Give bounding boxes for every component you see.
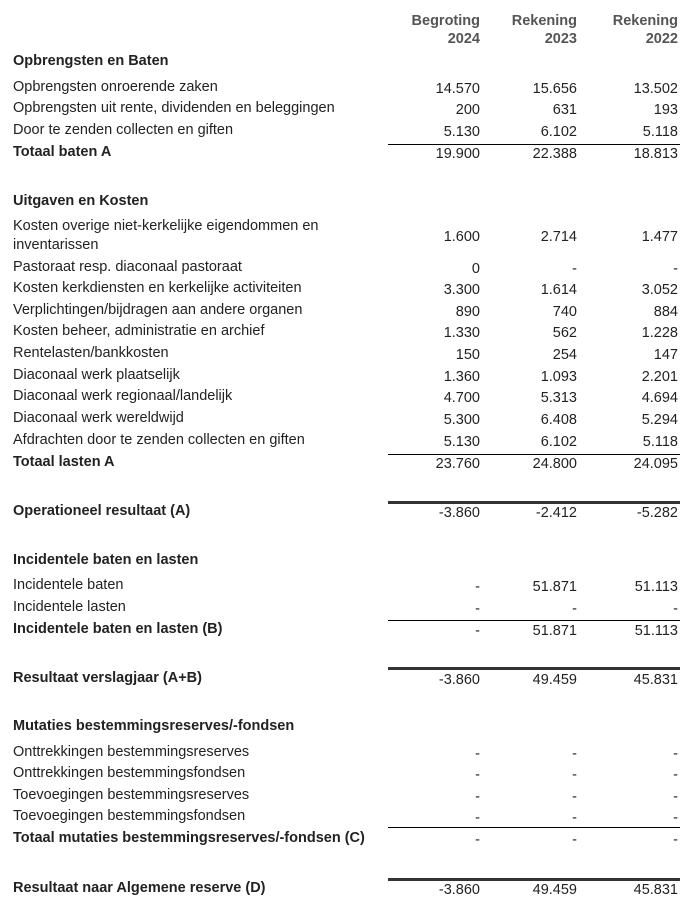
row-label: Mutaties bestemmingsreserves/-fondsen (13, 718, 295, 734)
table-row (0, 322, 686, 342)
value-2023: 562 (552, 325, 577, 341)
value-2023: 51.871 (532, 623, 577, 639)
table-row (0, 786, 686, 806)
column-header-line1: Begroting (411, 13, 480, 29)
result-row-algemene-reserve (0, 879, 686, 899)
value-2022: - (673, 746, 678, 762)
value-2024: 200 (455, 102, 480, 118)
value-2024: 1.330 (443, 325, 480, 341)
value-2022: 5.118 (642, 124, 678, 140)
total-row-baten-a (0, 143, 686, 163)
row-label: Totaal mutaties bestemmingsreserves/-fondsen (C) (13, 830, 365, 846)
row-label: Verplichtingen/bijdragen aan andere organen (13, 302, 303, 318)
value-2024: 19.900 (435, 146, 480, 162)
row-label: Diaconaal werk plaatselijk (13, 367, 180, 383)
table-row (0, 576, 686, 596)
row-label: Incidentele baten en lasten (B) (13, 621, 223, 637)
value-2022: 1.228 (641, 325, 678, 341)
value-2022: - (673, 832, 678, 848)
value-2022: - (673, 789, 678, 805)
row-label: Kosten overige niet-kerkelijke eigendommen en inventarissen (13, 218, 319, 253)
value-2023: 6.102 (540, 124, 577, 140)
table-row (0, 121, 686, 141)
value-2022: 2.201 (641, 369, 678, 385)
value-2024: - (475, 623, 480, 639)
section-heading-opbrengsten (0, 52, 686, 72)
subtotal-rule (388, 144, 680, 145)
table-row (0, 764, 686, 784)
row-label: Operationeel resultaat (A) (13, 503, 191, 519)
table-row (0, 598, 686, 618)
row-label: Onttrekkingen bestemmingsfondsen (13, 765, 246, 781)
value-2023: - (572, 832, 577, 848)
table-row (0, 344, 686, 364)
total-row-incidenteel-b (0, 620, 686, 640)
total-row-lasten-a (0, 453, 686, 473)
value-2023: 740 (552, 304, 577, 320)
value-2022: - (673, 601, 678, 617)
value-2023: 6.102 (540, 434, 577, 450)
value-2023: - (572, 767, 577, 783)
result-rule (388, 501, 680, 504)
column-header-rekening-2023 (477, 12, 577, 48)
column-header-line2: 2022 (645, 31, 678, 47)
value-2023: - (572, 810, 577, 826)
value-2024: - (475, 832, 480, 848)
row-label: Afdrachten door te zenden collecten en giften (13, 432, 305, 448)
value-2022: 51.113 (634, 623, 678, 639)
value-2024: - (475, 601, 480, 617)
table-row (0, 258, 686, 278)
table-row (0, 301, 686, 321)
value-2022: 51.113 (634, 579, 678, 595)
value-2022: - (673, 261, 678, 277)
value-2023: 49.459 (532, 672, 577, 688)
value-2022: 45.831 (633, 882, 678, 898)
value-2022: 1.477 (641, 229, 678, 245)
row-label: Resultaat naar Algemene reserve (D) (13, 880, 266, 896)
row-label: Kosten beheer, administratie en archief (13, 323, 265, 339)
value-2023: 5.313 (540, 390, 577, 406)
value-2023: 631 (552, 102, 577, 118)
column-header-line1: Rekening (511, 13, 577, 29)
value-2022: 24.095 (633, 456, 678, 472)
table-row (0, 99, 686, 119)
value-2023: 49.459 (532, 882, 577, 898)
column-header-rekening-2022 (578, 12, 678, 48)
table-row (0, 409, 686, 429)
result-rule (388, 878, 680, 881)
value-2022: 147 (653, 347, 678, 363)
section-heading-mutaties (0, 717, 686, 737)
value-2024: - (475, 579, 480, 595)
value-2024: -3.860 (438, 882, 480, 898)
value-2022: - (673, 810, 678, 826)
column-header-line2: 2023 (544, 31, 577, 47)
value-2024: 5.130 (443, 434, 480, 450)
row-label: Resultaat verslagjaar (A+B) (13, 670, 202, 686)
value-2022: 884 (653, 304, 678, 320)
row-label: Diaconaal werk wereldwijd (13, 410, 184, 426)
table-row (0, 431, 686, 451)
value-2024: - (475, 767, 480, 783)
value-2023: 6.408 (540, 412, 577, 428)
row-label: Incidentele baten (13, 577, 124, 593)
value-2024: 23.760 (435, 456, 480, 472)
row-label: Toevoegingen bestemmingsfondsen (13, 808, 246, 824)
row-label: Incidentele baten en lasten (13, 552, 199, 568)
value-2023: - (572, 789, 577, 805)
value-2023: 2.714 (540, 229, 577, 245)
value-2023: 1.614 (540, 282, 577, 298)
value-2024: - (475, 810, 480, 826)
value-2022: 193 (653, 102, 678, 118)
section-heading-incidenteel (0, 551, 686, 571)
section-heading-uitgaven (0, 192, 686, 212)
column-header-begroting-2024 (380, 12, 480, 48)
value-2024: -3.860 (438, 505, 480, 521)
table-row (0, 217, 686, 257)
table-row (0, 78, 686, 98)
row-label: Kosten kerkdiensten en kerkelijke activiteiten (13, 280, 302, 296)
value-2024: - (475, 789, 480, 805)
value-2022: -5.282 (636, 505, 678, 521)
row-label: Incidentele lasten (13, 599, 126, 615)
row-label: Toevoegingen bestemmingsreserves (13, 787, 250, 803)
table-row (0, 366, 686, 386)
row-label: Onttrekkingen bestemmingsreserves (13, 744, 250, 760)
value-2023: 15.656 (532, 81, 577, 97)
value-2022: 5.294 (641, 412, 678, 428)
table-row (0, 743, 686, 763)
total-row-mutaties-c (0, 829, 686, 849)
row-label: Rentelasten/bankkosten (13, 345, 169, 361)
value-2023: - (572, 601, 577, 617)
result-rule (388, 667, 680, 670)
value-2023: 1.093 (540, 369, 577, 385)
value-2023: - (572, 746, 577, 762)
value-2023: - (572, 261, 577, 277)
value-2022: 18.813 (633, 146, 678, 162)
result-row-operationeel (0, 502, 686, 522)
row-label: Opbrengsten uit rente, dividenden en beleggingen (13, 100, 335, 116)
row-label: Totaal lasten A (13, 454, 115, 470)
value-2022: 4.694 (641, 390, 678, 406)
subtotal-rule (388, 454, 680, 455)
value-2023: 254 (552, 347, 577, 363)
row-label: Uitgaven en Kosten (13, 193, 149, 209)
value-2024: 150 (455, 347, 480, 363)
row-label: Diaconaal werk regionaal/landelijk (13, 388, 233, 404)
result-row-verslagjaar (0, 669, 686, 689)
value-2024: 0 (471, 261, 480, 277)
value-2024: 5.130 (443, 124, 480, 140)
value-2024: 5.300 (443, 412, 480, 428)
value-2022: 3.052 (641, 282, 678, 298)
subtotal-rule (388, 620, 680, 621)
value-2022: 13.502 (633, 81, 678, 97)
row-label: Opbrengsten en Baten (13, 53, 169, 69)
subtotal-rule (388, 827, 680, 828)
column-header-line2: 2024 (447, 31, 480, 47)
value-2023: 24.800 (532, 456, 577, 472)
table-row (0, 807, 686, 827)
row-label: Totaal baten A (13, 144, 112, 160)
row-label: Pastoraat resp. diaconaal pastoraat (13, 259, 242, 275)
value-2024: 4.700 (443, 390, 480, 406)
value-2022: 45.831 (633, 672, 678, 688)
value-2024: -3.860 (438, 672, 480, 688)
row-label: Opbrengsten onroerende zaken (13, 79, 218, 95)
value-2023: 51.871 (532, 579, 577, 595)
value-2022: 5.118 (642, 434, 678, 450)
row-label: Door te zenden collecten en giften (13, 122, 234, 138)
value-2024: 1.600 (443, 229, 480, 245)
value-2024: 1.360 (443, 369, 480, 385)
value-2023: -2.412 (535, 505, 577, 521)
value-2024: 890 (455, 304, 480, 320)
value-2024: 3.300 (443, 282, 480, 298)
value-2023: 22.388 (532, 146, 577, 162)
column-header-line1: Rekening (612, 13, 678, 29)
table-row (0, 387, 686, 407)
value-2024: 14.570 (435, 81, 480, 97)
value-2024: - (475, 746, 480, 762)
value-2022: - (673, 767, 678, 783)
table-row (0, 279, 686, 299)
